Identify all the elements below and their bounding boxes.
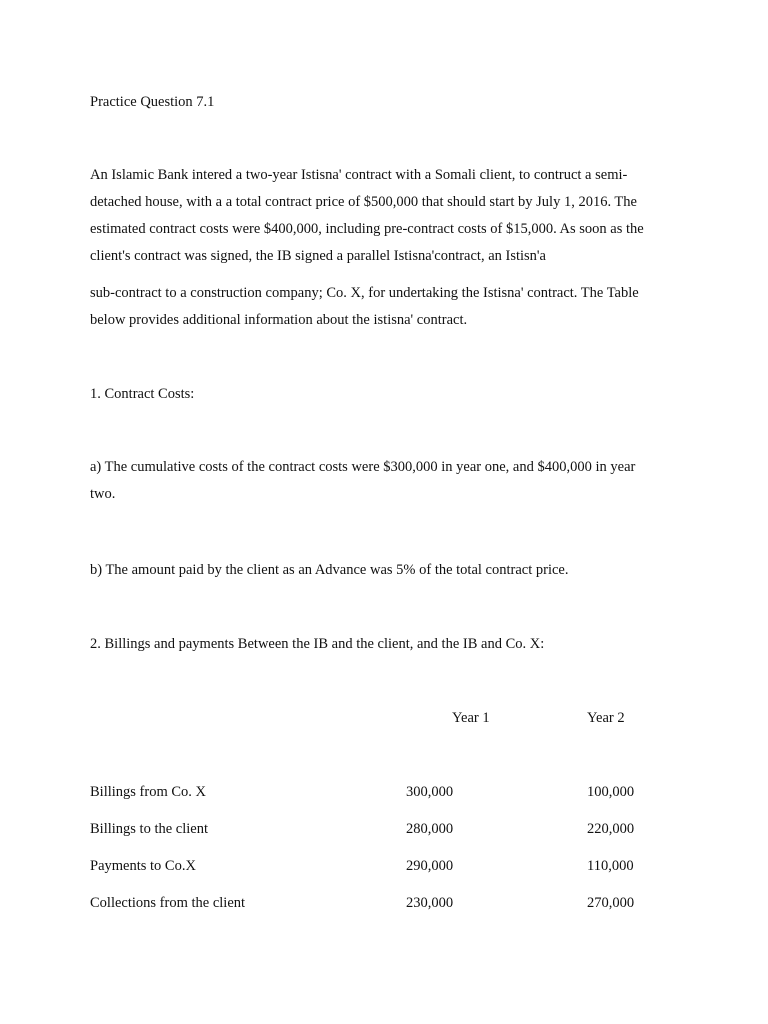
paragraph-line: An Islamic Bank intered a two-year Istisna' contract with a Somali client, to contruct a semi- (90, 167, 628, 183)
paragraph-line: a) The cumulative costs of the contract costs were $300,000 in year one, and $400,000 in year (90, 459, 636, 475)
item-a (90, 454, 680, 508)
section-heading-billings: 2. Billings and payments Between the IB and the client, and the IB and Co. X: (90, 636, 545, 652)
item-b: b) The amount paid by the client as an Advance was 5% of the total contract price. (90, 562, 569, 578)
table-cell-year1: 300,000 (406, 784, 454, 800)
table-row-label: Collections from the client (90, 895, 246, 911)
table-row-label: Payments to Co.X (90, 858, 196, 874)
table-row-label: Billings from Co. X (90, 784, 207, 800)
table-header-year2: Year 2 (587, 710, 625, 726)
paragraph-line: sub-contract to a construction company; Co. X, for undertaking the Istisna' contract. The Table (90, 285, 639, 301)
table-cell-year2: 270,000 (587, 895, 635, 911)
section-heading-contract-costs: 1. Contract Costs: (90, 386, 195, 402)
table-cell-year1: 230,000 (406, 895, 454, 911)
second-paragraph (90, 280, 680, 334)
paragraph-line: client's contract was signed, the IB signed a parallel Istisna'contract, an Istisn'a (90, 248, 546, 264)
table-cell-year2: 220,000 (587, 821, 635, 837)
table-cell-year2: 110,000 (587, 858, 634, 874)
paragraph-line: below provides additional information about the istisna' contract. (90, 312, 468, 328)
table-row-label: Billings to the client (90, 821, 209, 837)
table-cell-year2: 100,000 (587, 784, 635, 800)
paragraph-line: estimated contract costs were $400,000, including pre-contract costs of $15,000. As soon as the (90, 221, 644, 237)
document-title: Practice Question 7.1 (90, 94, 215, 110)
table-cell-year1: 280,000 (406, 821, 454, 837)
table-header-year1: Year 1 (452, 710, 490, 726)
paragraph-line: detached house, with a a total contract price of $500,000 that should start by July 1, 2016. The (90, 194, 637, 210)
intro-paragraph (90, 162, 680, 270)
table-cell-year1: 290,000 (406, 858, 454, 874)
paragraph-line: two. (90, 486, 116, 502)
